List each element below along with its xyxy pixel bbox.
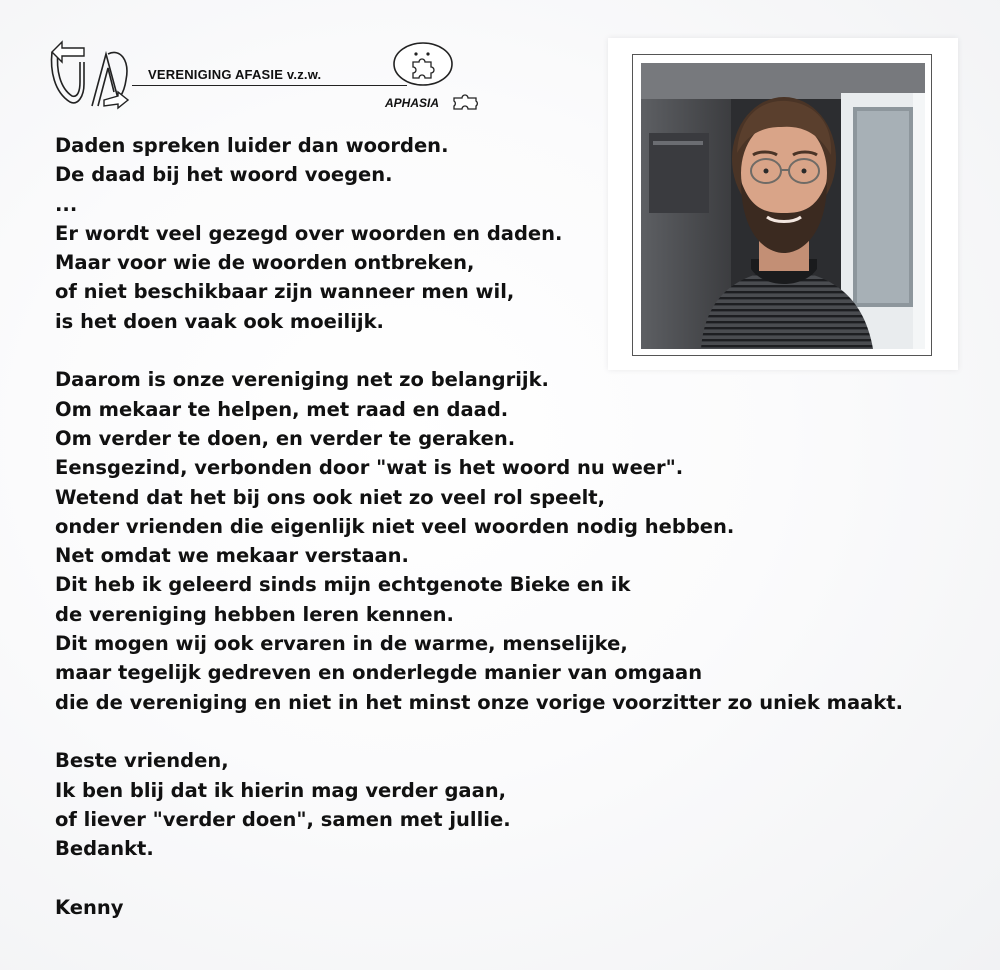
letter-line: is het doen vaak ook moeilijk. [55,309,384,333]
letter-line: Maar voor wie de woorden ontbreken, [55,251,475,275]
va-monogram-logo-icon [48,40,140,112]
letter-line: De daad bij het woord voegen. [55,163,393,187]
letter-line: of niet beschikbaar zijn wanneer men wil, [55,280,515,304]
letter-line: Dit heb ik geleerd sinds mijn echtgenote Bieke en ik [55,573,631,597]
letter-line: Daarom is onze vereniging net zo belangrijk. [55,368,549,392]
letter-line: maar tegelijk gedreven en onderlegde manier van omgaan [55,661,703,685]
org-name: VERENIGING AFASIE v.z.w. [148,67,322,82]
letter-line: Om verder te doen, en verder te geraken. [55,426,516,450]
letter-line: Net omdat we mekaar verstaan. [55,544,409,568]
letterhead [48,40,498,120]
letter-line: Daden spreken luider dan woorden. [55,134,449,157]
letter-line: Eensgezind, verbonden door "wat is het woord nu weer". [55,456,684,480]
aphasia-label: APHASIA [385,96,440,110]
letter-line: ... [55,192,78,216]
letter-line: Dit mogen wij ook ervaren in de warme, menselijke, [55,632,628,656]
letter-line: de vereniging hebben leren kennen. [55,602,454,626]
letter-body [55,131,903,922]
letter-line: die de vereniging en niet in het minst onze vorige voorzitter zo uniek maakt. [55,690,903,714]
letter-line: Om mekaar te helpen, met raad en daad. [55,397,509,421]
letter-line: Wetend dat het bij ons ook niet zo veel rol speelt, [55,485,605,509]
letter-line: onder vrienden die eigenlijk niet veel woorden nodig hebben. [55,514,735,538]
puzzle-piece-icon [452,94,488,112]
letter-line: Bedankt. [55,837,154,861]
letter-line [55,863,903,892]
letter-line: of liever "verder doen", samen met jullie. [55,807,511,831]
letter-line: Ik ben blij dat ik hierin mag verder gaan, [55,778,507,802]
letter-line [55,336,903,365]
letter-line: Er wordt veel gezegd over woorden en daden. [55,221,563,245]
aphasia-face-puzzle-icon [383,40,463,96]
letter-line [55,717,903,746]
header-rule [132,85,407,86]
signature: Kenny [55,895,124,919]
letter-line: Beste vrienden, [55,749,229,773]
